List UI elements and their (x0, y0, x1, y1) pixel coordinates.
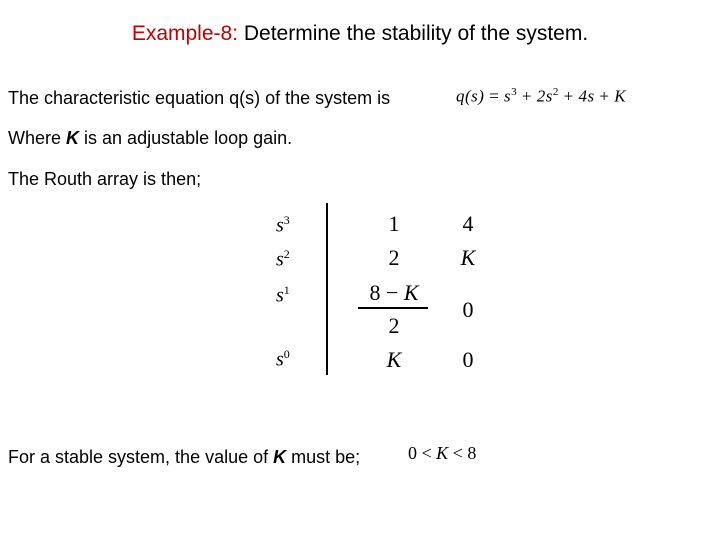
routh-divider (326, 203, 328, 375)
routh-s1-num-k: K (403, 280, 419, 305)
equation-intro-text: The characteristic equation q(s) of the system is (8, 88, 391, 108)
where-var: K (66, 128, 80, 148)
power-s3-base: s (276, 214, 284, 237)
title-text: Determine the stability of the system. (238, 22, 589, 45)
routh-s1-numerator (353, 280, 435, 306)
stable-var: K (273, 447, 287, 467)
routh-s2-col1: 2 (388, 245, 400, 270)
eq-term-1-base: s (504, 86, 512, 106)
power-s1 (276, 283, 290, 308)
routh-array (270, 203, 490, 378)
stability-condition-text (8, 447, 360, 468)
eq-plus-3: + (599, 86, 610, 106)
slide-title (0, 22, 720, 46)
where-post: is an adjustable loop gain. (79, 128, 293, 148)
eq-term-3: 4s (578, 86, 595, 106)
power-s2-exp: 2 (283, 247, 290, 261)
eq-term-2-exp: 2 (552, 86, 559, 98)
power-s3 (276, 213, 290, 238)
ineq-high: 8 (467, 443, 477, 463)
eq-plus-2: + (563, 86, 574, 106)
stability-inequality (408, 443, 476, 464)
eq-plus-1: + (521, 86, 533, 106)
where-pre: Where (8, 128, 67, 148)
where-line (8, 128, 292, 149)
routh-s1-col2: 0 (462, 297, 474, 322)
routh-s2-col2: K (460, 245, 476, 270)
routh-s1-fraction-bar (358, 307, 428, 309)
eq-term-1-exp: 3 (511, 86, 518, 98)
power-s1-exp: 1 (283, 283, 290, 297)
eq-lhs: q(s) (456, 86, 485, 106)
routh-s1-denominator: 2 (388, 313, 400, 338)
ineq-low: 0 (408, 443, 417, 463)
power-s2 (276, 247, 290, 272)
example-label: Example-8: (131, 22, 239, 45)
routh-s1-num-a: 8 (369, 280, 381, 305)
routh-s0-col2: 0 (462, 347, 474, 372)
routh-s3-col2: 4 (462, 211, 474, 236)
ineq-k: K (436, 443, 449, 463)
power-s1-base: s (276, 284, 284, 307)
eq-term-4: K (614, 86, 627, 106)
stable-post: must be; (286, 447, 361, 467)
characteristic-equation (456, 86, 626, 107)
routh-s0-col1: K (386, 347, 402, 372)
power-s3-exp: 3 (283, 213, 290, 227)
routh-intro-text: The Routh array is then; (8, 169, 202, 189)
power-s0-exp: 0 (283, 347, 290, 361)
stable-pre: For a stable system, the value of (8, 447, 274, 467)
routh-s1-num-op: − (385, 280, 399, 305)
eq-equals: = (489, 86, 500, 106)
power-s2-base: s (276, 248, 284, 271)
power-s0-base: s (276, 348, 284, 371)
power-s0 (276, 347, 290, 372)
routh-s3-col1: 1 (388, 211, 400, 236)
eq-term-2-base: 2s (536, 86, 553, 106)
ineq-lt-1: < (421, 443, 432, 463)
ineq-lt-2: < (452, 443, 463, 463)
